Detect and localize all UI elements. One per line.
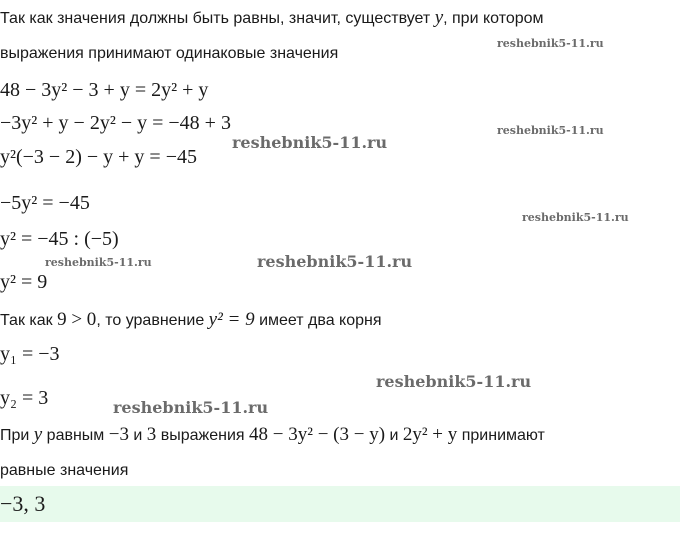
equation-2: −3y² + y − 2y² − y = −48 + 3: [0, 112, 231, 134]
roots-explanation: [0, 309, 382, 332]
intro-line-1: [0, 7, 544, 30]
conclusion-line-1: [0, 424, 545, 447]
intro-text-part1: Так как значения должны быть равны, значит, существует: [0, 10, 435, 27]
equation-5: y² = −45 : (−5): [0, 228, 119, 250]
conclusion-var: y: [33, 424, 43, 445]
roots-text-part2: , то уравнение: [96, 312, 209, 329]
conclusion-value-1: −3: [108, 424, 129, 445]
conclusion-value-2: 3: [146, 424, 157, 445]
answer-box: [0, 486, 680, 522]
conclusion-part2: равным: [42, 427, 109, 444]
equation-6: y² = 9: [0, 271, 48, 293]
roots-text-part1: Так как: [0, 312, 58, 329]
conclusion-part5: и: [385, 427, 403, 444]
watermark: reshebnik5-11.ru: [376, 372, 532, 391]
watermark: reshebnik5-11.ru: [497, 124, 604, 137]
conclusion-part4: выражения: [156, 427, 250, 444]
roots-text-part3: имеет два корня: [254, 312, 382, 329]
equation-4: −5y² = −45: [0, 192, 90, 214]
watermark: reshebnik5-11.ru: [113, 398, 269, 417]
conclusion-line-2: равные значения: [0, 462, 129, 479]
roots-condition: 9 > 0: [57, 309, 97, 330]
root-y1: y₁ = −3: [0, 343, 60, 365]
conclusion-expression-1: 48 − 3y² − (3 − y): [249, 424, 386, 445]
watermark: reshebnik5-11.ru: [232, 133, 388, 152]
answer-value: −3, 3: [0, 491, 46, 516]
equation-3: y²(−3 − 2) − y + y = −45: [0, 146, 197, 168]
conclusion-part1: При: [0, 427, 34, 444]
watermark: reshebnik5-11.ru: [497, 37, 604, 50]
intro-line-2: выражения принимают одинаковые значения: [0, 45, 339, 62]
equation-1: 48 − 3y² − 3 + y = 2y² + y: [0, 79, 209, 101]
root-y2: y₂ = 3: [0, 387, 49, 409]
conclusion-expression-2: 2y² + y: [402, 424, 458, 445]
roots-equation: y² = 9: [208, 309, 255, 330]
intro-text-part2: , при котором: [443, 10, 544, 27]
variable-y: y: [434, 7, 444, 28]
watermark: reshebnik5-11.ru: [522, 211, 629, 224]
watermark: reshebnik5-11.ru: [45, 256, 152, 269]
watermark: reshebnik5-11.ru: [257, 252, 413, 271]
conclusion-part3: и: [128, 427, 147, 444]
conclusion-part6: принимают: [457, 427, 545, 444]
